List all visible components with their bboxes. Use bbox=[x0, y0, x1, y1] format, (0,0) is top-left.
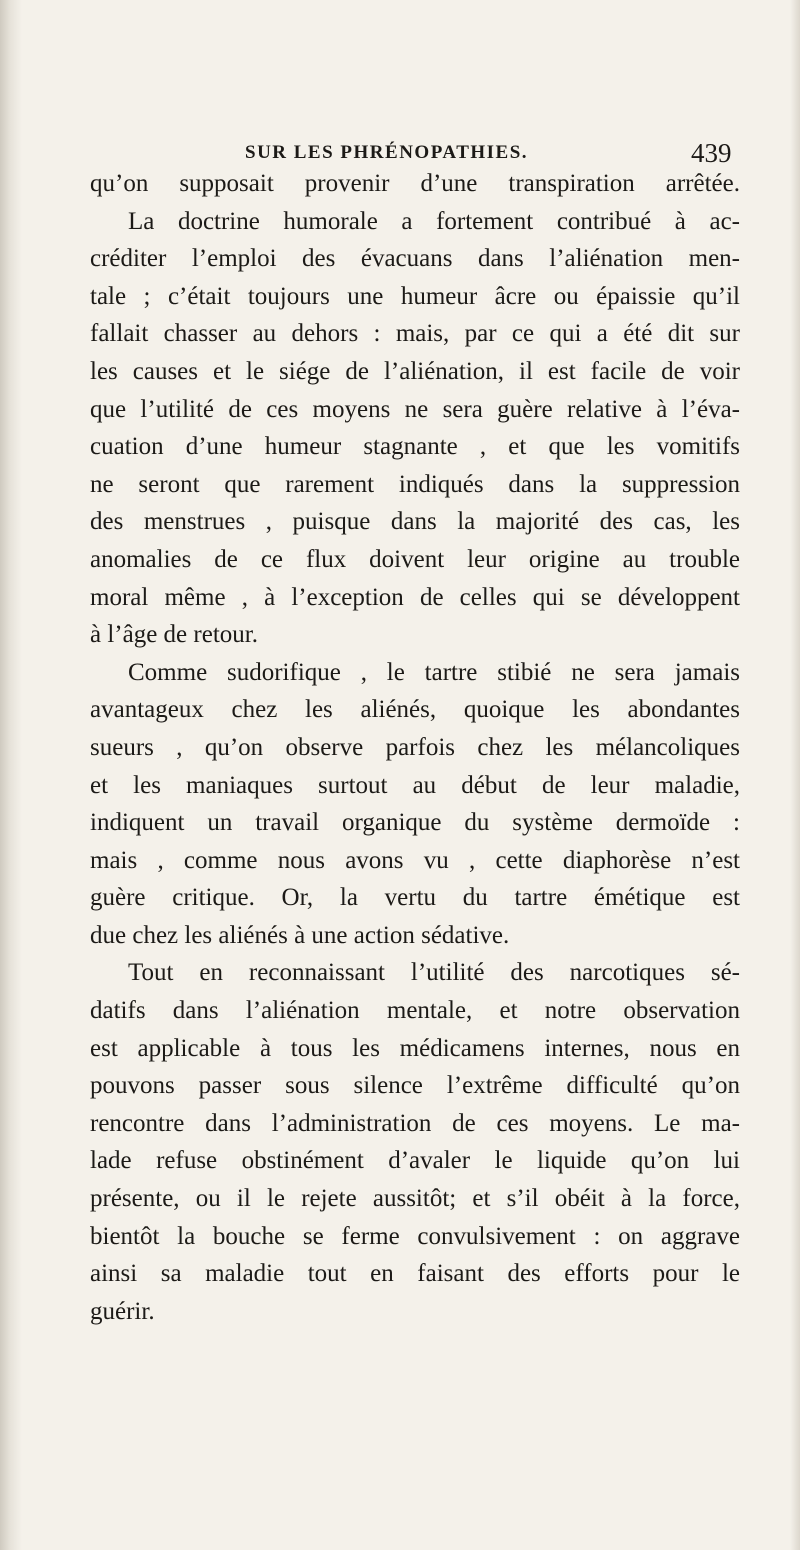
text-line: rencontre dans l’administration de ces moyens. Le ma- bbox=[90, 1109, 740, 1137]
text-line: cuation d’une humeur stagnante , et que les vomitifs bbox=[90, 433, 740, 461]
text-line: fallait chasser au dehors : mais, par ce qui a été dit sur bbox=[90, 320, 740, 348]
text-line: avantageux chez les aliénés, quoique les abondantes bbox=[90, 696, 740, 724]
text-line: bientôt la bouche se ferme convulsivement : on aggrave bbox=[90, 1222, 740, 1250]
page-number: 439 bbox=[691, 138, 732, 168]
text-line: sueurs , qu’on observe parfois chez les mélancoliques bbox=[90, 733, 740, 761]
text-line: que l’utilité de ces moyens ne sera guère relative à l’éva- bbox=[90, 395, 740, 423]
text-line: tale ; c’était toujours une humeur âcre ou épaissie qu’il bbox=[90, 282, 740, 310]
running-title: SUR LES PHRÉNOPATHIES. bbox=[245, 142, 529, 163]
text-line: et les maniaques surtout au début de leur maladie, bbox=[90, 771, 740, 799]
page-gutter-shadow bbox=[0, 0, 22, 1550]
text-line: est applicable à tous les médicamens internes, nous en bbox=[90, 1034, 740, 1062]
text-line: Tout en reconnaissant l’utilité des narcotiques sé- bbox=[128, 959, 740, 987]
text-line: mais , comme nous avons vu , cette diaphorèse n’est bbox=[90, 846, 740, 874]
text-line: présente, ou il le rejete aussitôt; et s’il obéit à la force, bbox=[90, 1185, 740, 1213]
text-line: indiquent un travail organique du système dermoïde : bbox=[90, 809, 740, 837]
text-line: datifs dans l’aliénation mentale, et notre observation bbox=[90, 997, 740, 1025]
text-line: lade refuse obstinément d’avaler le liquide qu’on lui bbox=[90, 1147, 740, 1175]
text-line: due chez les aliénés à une action sédative. bbox=[90, 921, 510, 949]
text-line: anomalies de ce flux doivent leur origine au trouble bbox=[90, 545, 740, 573]
text-line: des menstrues , puisque dans la majorité des cas, les bbox=[90, 508, 740, 536]
text-line: guérir. bbox=[90, 1297, 155, 1325]
text-line: Comme sudorifique , le tartre stibié ne sera jamais bbox=[128, 658, 740, 686]
text-line: les causes et le siége de l’aliénation, il est facile de voir bbox=[90, 357, 740, 385]
text-line: guère critique. Or, la vertu du tartre émétique est bbox=[90, 884, 740, 912]
text-line: créditer l’emploi des évacuans dans l’aliénation men- bbox=[90, 245, 740, 273]
text-line: ne seront que rarement indiqués dans la suppression bbox=[90, 470, 740, 498]
body-text bbox=[90, 165, 740, 1330]
text-line: ainsi sa maladie tout en faisant des efforts pour le bbox=[90, 1260, 740, 1288]
text-line: pouvons passer sous silence l’extrême difficulté qu’on bbox=[90, 1072, 740, 1100]
text-line: qu’on supposait provenir d’une transpiration arrêtée. bbox=[90, 170, 740, 197]
text-line: La doctrine humorale a fortement contribué à ac- bbox=[128, 207, 740, 235]
text-line: à l’âge de retour. bbox=[90, 621, 258, 649]
page-edge-shadow bbox=[790, 0, 800, 1550]
text-line: moral même , à l’exception de celles qui se développent bbox=[90, 583, 740, 611]
